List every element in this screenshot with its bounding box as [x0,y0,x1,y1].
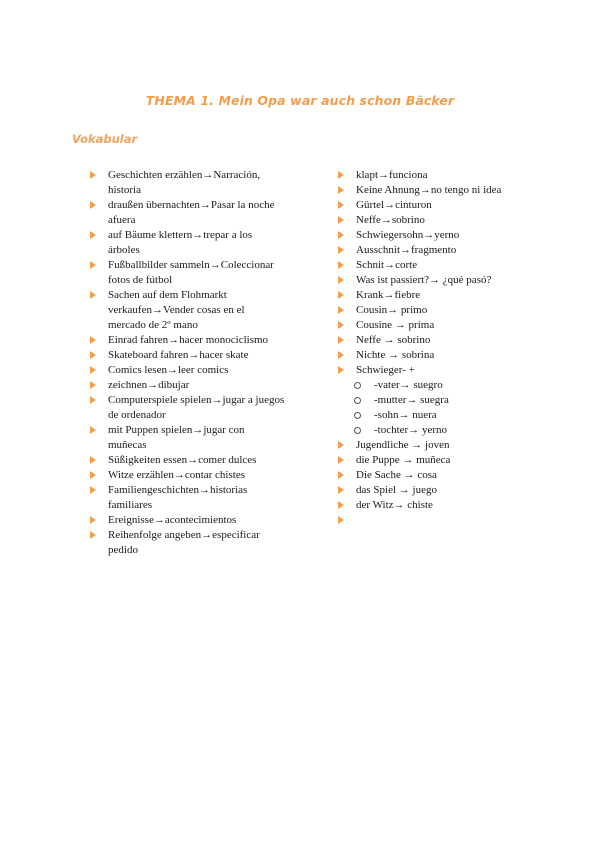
arrow-bullet-icon [338,516,344,524]
item-text: Computerspiele spielen→jugar a juegos de ordenador [108,394,285,421]
item-text: Geschichten erzählen→Narración, historia [108,169,261,196]
item-text: Ereignisse→acontecimientos [108,514,237,526]
arrow-bullet-icon [90,201,96,209]
item-text: Familiengeschichten→historias familiares [108,484,248,511]
arrow-bullet-icon [338,186,344,194]
left-vocab-list [90,168,285,558]
list-item [90,198,285,228]
item-text: auf Bäume klettern→trepar a los árboles [108,229,253,256]
arrow-bullet-icon [338,201,344,209]
item-text: Skateboard fahren→hacer skate [108,349,249,361]
sub-list-item [338,378,538,393]
item-text: Die Sache → cosa [356,469,437,481]
list-item [338,288,538,303]
page-title: THEMA 1. Mein Opa war auch schon Bäcker [145,93,455,108]
list-item [338,228,538,243]
item-text: Nichte → sobrina [356,349,435,361]
list-item [338,468,538,483]
section-heading: Vokabular [72,132,138,146]
list-item [338,183,538,198]
item-text: Fußballbilder sammeln→Coleccionar fotos de fútbol [108,259,274,286]
item-text: Comics lesen→leer comics [108,364,229,376]
item-text: -vater→ suegro [374,379,443,391]
list-item [90,453,285,468]
item-text: Krank→fiebre [356,289,421,301]
sub-list-item [338,408,538,423]
list-item [90,483,285,513]
circle-bullet-icon [354,382,361,389]
arrow-bullet-icon [338,351,344,359]
list-item [90,333,285,348]
item-text: Jugendliche → joven [356,439,450,451]
list-item [90,423,285,453]
list-item [90,288,285,333]
item-text: Schwiegersohn→yerno [356,229,460,241]
list-item [338,213,538,228]
list-item [338,243,538,258]
circle-bullet-icon [354,427,361,434]
item-text: Neffe→sobrino [356,214,425,226]
arrow-bullet-icon [90,231,96,239]
list-item [338,198,538,213]
arrow-bullet-icon [90,381,96,389]
item-text: mit Puppen spielen→jugar con muñecas [108,424,245,451]
arrow-bullet-icon [338,306,344,314]
arrow-bullet-icon [338,171,344,179]
list-item [90,168,285,198]
item-text: zeichnen→dibujar [108,379,190,391]
arrow-bullet-icon [338,486,344,494]
item-text: Sachen auf dem Flohmarkt verkaufen→Vender cosas en el mercado de 2º mano [108,289,245,331]
right-vocab-list [338,168,538,513]
item-text: Ausschnit→fragmento [356,244,457,256]
arrow-bullet-icon [90,171,96,179]
list-item [338,318,538,333]
list-item [90,393,285,423]
arrow-bullet-icon [90,456,96,464]
item-text: -mutter→ suegra [374,394,449,406]
list-item [338,333,538,348]
circle-bullet-icon [354,412,361,419]
arrow-bullet-icon [338,321,344,329]
list-item [90,258,285,288]
item-text: Gürtel→cinturon [356,199,432,211]
list-item [338,498,538,513]
arrow-bullet-icon [90,486,96,494]
arrow-bullet-icon [338,231,344,239]
list-item [90,513,285,528]
arrow-bullet-icon [90,366,96,374]
item-text: das Spiel → juego [356,484,437,496]
list-item [90,378,285,393]
arrow-bullet-icon [338,456,344,464]
arrow-bullet-icon [90,396,96,404]
sub-list-container [338,378,538,438]
list-item [338,303,538,318]
arrow-bullet-icon [338,261,344,269]
circle-bullet-icon [354,397,361,404]
list-item [338,273,538,288]
item-text: -sohn→ nuera [374,409,437,421]
item-text: Schnit→corte [356,259,418,271]
list-item [338,168,538,183]
arrow-bullet-icon [338,501,344,509]
item-text: Cousine → prima [356,319,435,331]
item-text: klapt→funciona [356,169,428,181]
list-item [90,468,285,483]
list-item [338,363,538,378]
arrow-bullet-icon [90,351,96,359]
item-text: der Witz→ chiste [356,499,433,511]
list-item [338,453,538,468]
arrow-bullet-icon [338,216,344,224]
arrow-bullet-icon [338,276,344,284]
sub-list [338,378,538,438]
arrow-bullet-icon [338,471,344,479]
arrow-bullet-icon [90,426,96,434]
item-text: draußen übernachten→Pasar la noche afuera [108,199,275,226]
item-text: die Puppe → muñeca [356,454,451,466]
item-text: Neffe → sobrino [356,334,431,346]
item-text: Was ist passiert?→ ¿qué pasó? [356,274,492,286]
item-text: Keine Ahnung→no tengo ni idea [356,184,502,196]
arrow-bullet-icon [90,291,96,299]
list-item [338,348,538,363]
list-item [338,483,538,498]
arrow-bullet-icon [338,366,344,374]
arrow-bullet-icon [338,246,344,254]
sub-list-item [338,423,538,438]
item-text: Reihenfolge angeben→especificar pedido [108,529,260,556]
list-item [90,348,285,363]
arrow-bullet-icon [90,531,96,539]
arrow-bullet-icon [90,471,96,479]
arrow-bullet-icon [90,516,96,524]
item-text: Süßigkeiten essen→comer dulces [108,454,257,466]
list-item [90,528,285,558]
arrow-bullet-icon [338,336,344,344]
arrow-bullet-icon [338,441,344,449]
item-text: Witze erzählen→contar chistes [108,469,245,481]
arrow-bullet-icon [90,261,96,269]
sub-list-item [338,393,538,408]
list-item [338,258,538,273]
arrow-bullet-icon [90,336,96,344]
item-text: Cousin→ primo [356,304,428,316]
item-text: -tochter→ yerno [374,424,447,436]
list-item [90,363,285,378]
item-text: Schwieger- + [356,364,415,376]
item-text: Einrad fahren→hacer monociclismo [108,334,269,346]
list-item [338,438,538,453]
arrow-bullet-icon [338,291,344,299]
list-item [90,228,285,258]
